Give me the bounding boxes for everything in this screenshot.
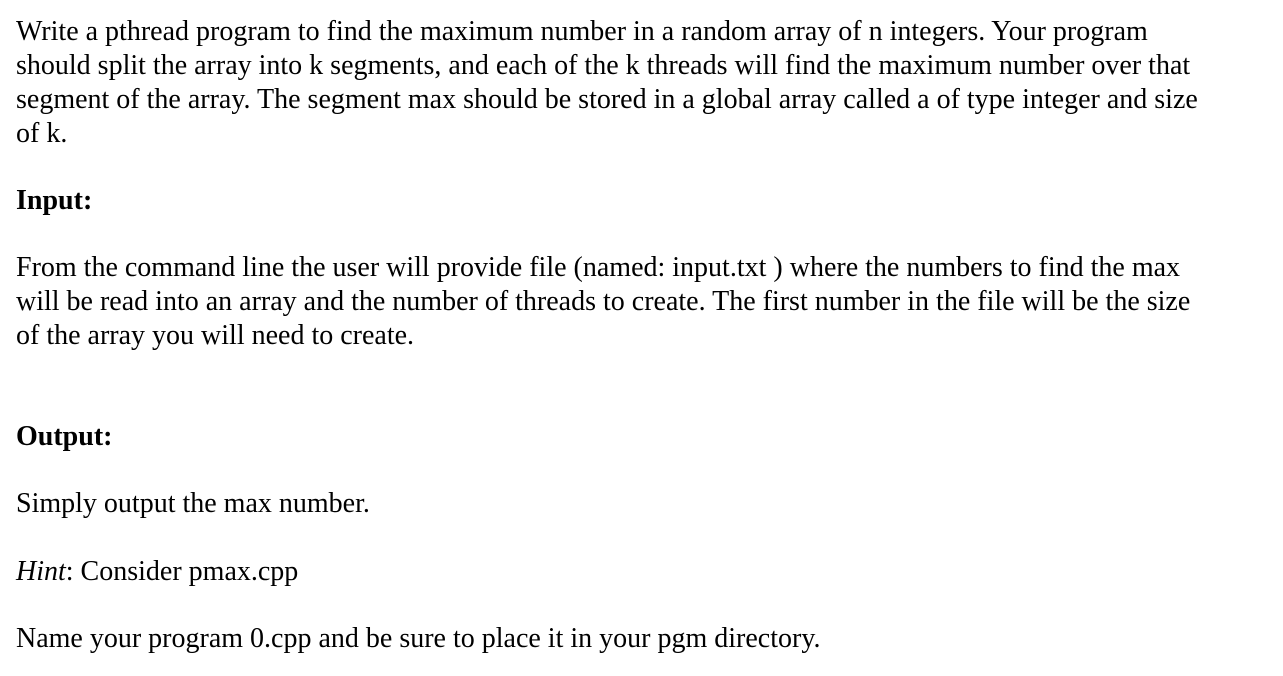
input-line-1: From the command line the user will provide file (named: input.txt ) where the numbers to find the max — [16, 252, 1181, 283]
intro-line-4: of k. — [16, 118, 68, 149]
output-text: Simply output the max number. — [16, 488, 370, 519]
naming-text: Name your program 0.cpp and be sure to place it in your pgm directory. — [16, 623, 821, 654]
intro-line-2: should split the array into k segments, and each of the k threads will find the maximum number over that — [16, 50, 1191, 81]
output-heading: Output: — [16, 421, 113, 452]
hint-line — [16, 555, 298, 589]
input-line-2: will be read into an array and the number of threads to create. The first number in the file will be the size — [16, 286, 1191, 317]
intro-line-1: Write a pthread program to find the maximum number in a random array of n integers. Your program — [16, 16, 1148, 47]
intro-line-3: segment of the array. The segment max should be stored in a global array called a of type integer and size — [16, 84, 1198, 115]
input-line-3: of the array you will need to create. — [16, 320, 415, 351]
hint-label: Hint — [16, 556, 66, 587]
input-heading: Input: — [16, 185, 93, 216]
hint-text: : Consider pmax.cpp — [65, 556, 299, 587]
